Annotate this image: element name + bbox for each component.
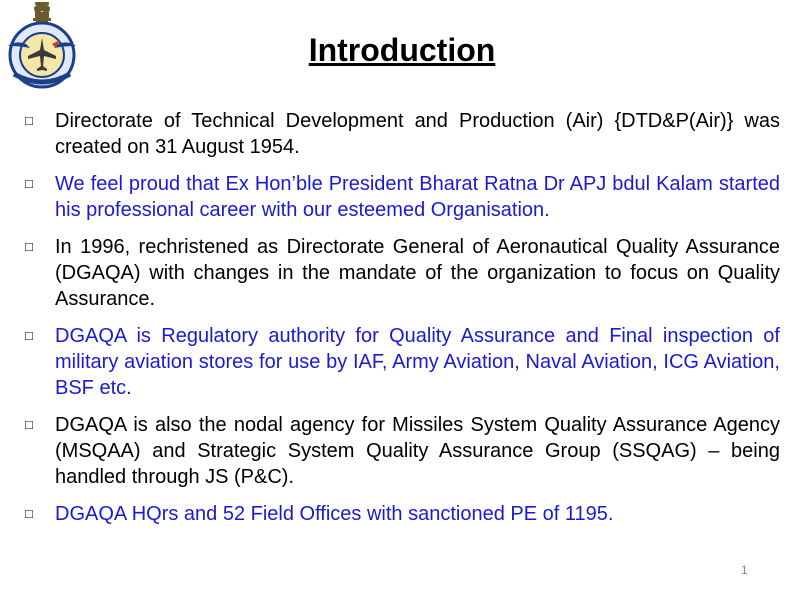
bullet-icon: □ [25,328,33,343]
bullet-icon: □ [25,506,33,521]
page-number: 1 [741,563,748,577]
list-item [22,323,780,401]
bullet-icon: □ [25,113,33,128]
list-item [22,412,780,490]
bullet-text: DGAQA is also the nodal agency for Missiles System Quality Assurance Agency (MSQAA) and Strategic System Quality Assurance Group (SSQAG) – being handled through JS (P&C). [55,414,780,488]
bullet-icon: □ [25,417,33,432]
slide-title: Introduction [308,32,496,68]
bullet-text: DGAQA HQrs and 52 Field Offices with sanctioned PE of 1195. [55,503,614,525]
list-item [22,108,780,160]
list-item [22,171,780,223]
bullet-icon: □ [25,239,33,254]
bullet-list [22,108,780,538]
bullet-text: Directorate of Technical Development and Production (Air) {DTD&P(Air)} was created on 31 August 1954. [55,110,780,158]
bullet-text: We feel proud that Ex Hon’ble President Bharat Ratna Dr APJ bdul Kalam started his professional career with our esteemed Organisation. [55,173,780,221]
bullet-icon: □ [25,176,33,191]
bullet-text: In 1996, rechristened as Directorate General of Aeronautical Quality Assurance (DGAQA) with changes in the mandate of the organization to focus on Quality Assurance. [55,236,780,310]
list-item [22,501,780,527]
list-item [22,234,780,312]
bullet-text: DGAQA is Regulatory authority for Quality Assurance and Final inspection of military aviation stores for use by IAF, Army Aviation, Naval Aviation, ICG Aviation, BSF etc. [55,325,780,399]
